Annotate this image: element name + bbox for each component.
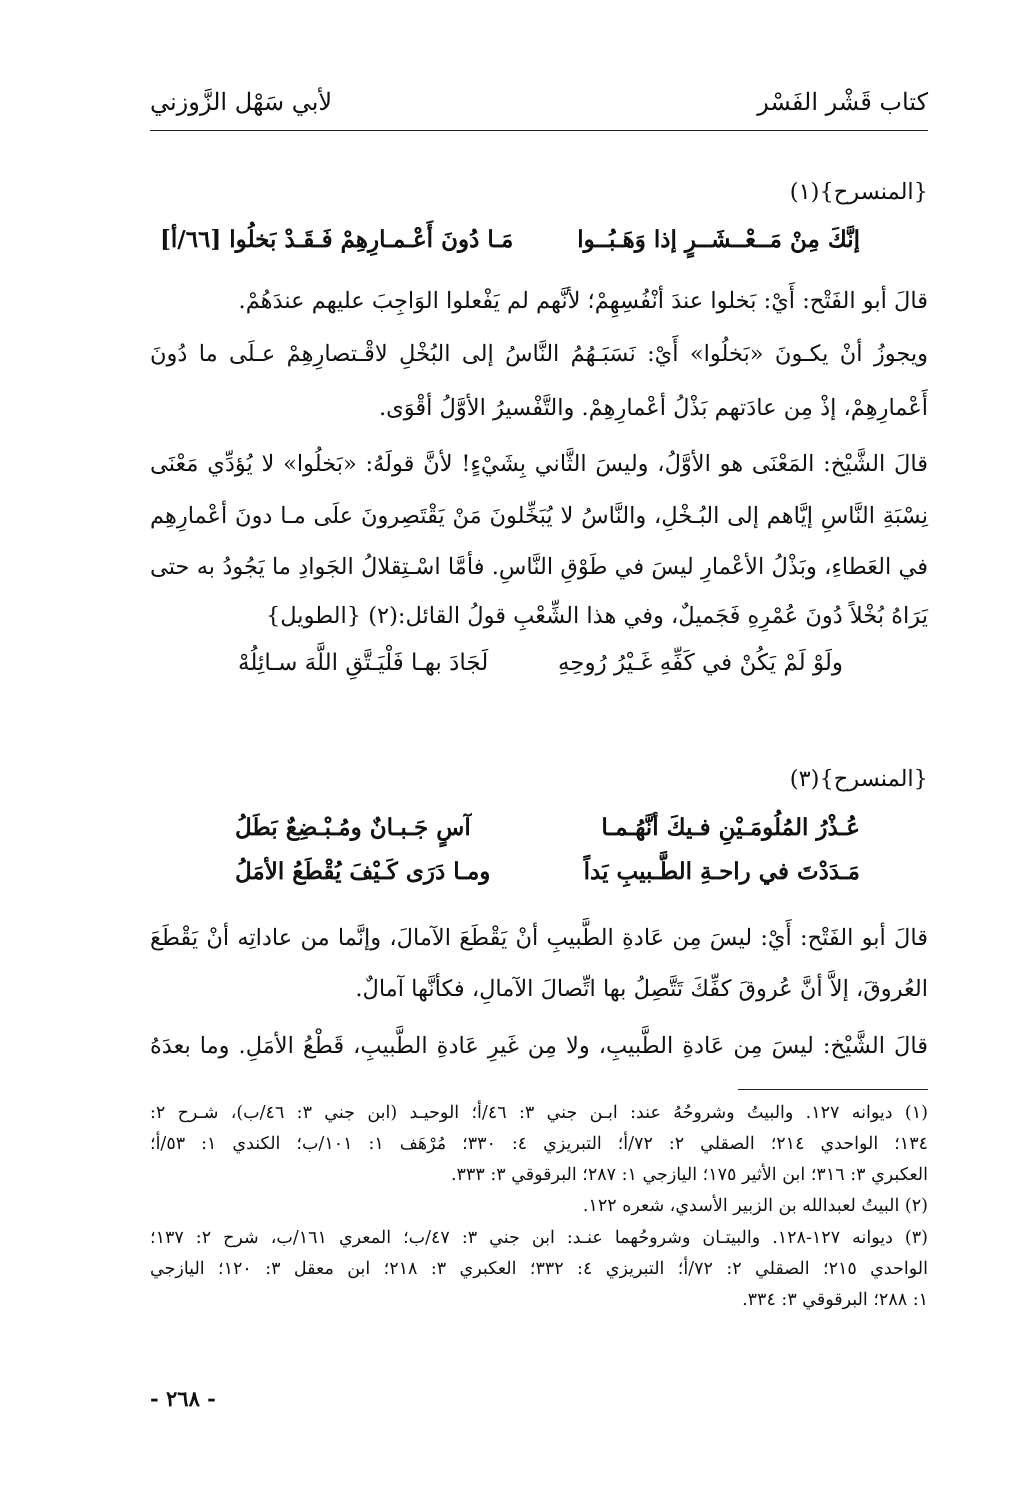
paragraph-line: قالَ أبو الفَتْح: أَيْ: بَخلوا عندَ أنْفُسِهِمْ؛ لأنَّهم لم يَفْعلوا الوَاجِبَ عليهم عندَهُمْ. (238, 288, 928, 314)
paragraph-line: يَرَاهُ بُخْلاً دُونَ عُمْرِهِ فَجَميلٌ، وفي هذا الشِّعْبِ قولُ القائل:(٢) {الطويل} (265, 603, 928, 629)
verse-hemistich-second: آسٍ جَـبـانٌ ومُـبْـضِعٌ بَطَلُ (235, 814, 471, 841)
verse-hemistich-first: عُـذْرُ المُلُومَـيْنِ فـيكَ أنَّهُـمـا (601, 814, 860, 841)
verse-hemistich-first: مَـدَدْتَ في راحـةِ الطَّـبيبِ يَداً (583, 858, 860, 885)
paragraph-line: قالَ الشَّيْخ: ليسَ مِن عَادةِ الطَّبيبِ، ولا مِن غَيرِ عَادةِ الطَّبيبِ، قَطْعُ الأمَلِ. وما بعدَهُ (150, 1033, 928, 1059)
quoted-verse (238, 650, 843, 684)
verse-hemistich-first: ولَوْ لَمْ يَكُنْ في كَفِّهِ غَـيْرُ رُوحِهِ (557, 650, 843, 676)
verse-line (235, 858, 860, 892)
paragraph-line: نِسْبَةِ النَّاسِ إيَّاهم إلى البُـخْلِ، والنَّاسُ لا يُبَخِّلونَ مَنْ يَقْتَصِرونَ علَى مـا دونَ أعْمارِهِم (150, 503, 928, 529)
verse-line (235, 814, 860, 848)
running-header (150, 82, 928, 128)
verse-hemistich-second: لَجَادَ بهـا فَلْيَـتَّقِ اللَّهَ سـائِلُهْ (238, 650, 489, 676)
paragraph-line: العُروقَ، إلاَّ أنَّ عُروقَ كفِّكَ تَتَّصِلُ بها اتِّصالَ الآمالِ، فكأنَّها آمالٌ. (355, 976, 928, 1002)
footnote-line: ١٣٤؛ الواحدي ٢١٤؛ الصقلي ٢: ٧٢/أ؛ التبريزي ٤: ٣٣٠؛ مُرْهَف ١: ١٠١/ب؛ الكندي ١: ٥٣/أ؛ (150, 1134, 928, 1154)
paragraph-line: قالَ الشَّيْخ: المَعْنَى هو الأوَّلُ، وليسَ الثَّاني بِشَيْءٍ! لأنَّ قولَهُ: «بَخلُوا» لا يُؤدِّي مَعْنَى (150, 451, 928, 477)
verse-line (160, 226, 860, 260)
verse-hemistich-second: ومـا دَرَى كَـيْفَ يُقْطَعُ الأمَلُ (235, 858, 491, 885)
footnote-line: العكبري ٣: ٣١٦؛ ابن الأثير ١٧٥؛ اليازجي ١: ٢٨٧؛ البرقوقي ٣: ٣٣٣. (450, 1165, 928, 1185)
verse-hemistich-second: مَـا دُونَ أَعْـمـارِهِمْ فَـقَـدْ بَخلُوا [٦٦/أ] (160, 226, 514, 253)
page-number: - ٢٦٨ - (150, 1386, 216, 1411)
header-author: لأبي سَهْل الزَّوزني (150, 88, 333, 116)
paragraph-line: أَعْمارِهِمْ، إذْ مِن عادَتهم بَذْلُ أعْمارِهِمْ. والتَّفْسيرُ الأوَّلُ أقْوَى. (378, 395, 928, 421)
footnote-line: (٣) ديوانه ١٢٧-١٢٨. والبيتـان وشروحُهما عنـد: ابن جني ٣: ٤٧/ب؛ المعري ١٦١/ب، شرح ٢: ١٣٧؛ (150, 1228, 928, 1248)
footnote-line: (١) ديوانه ١٢٧. والبيتُ وشروحُهُ عند: ابـن جني ٣: ٤٦/أ؛ الوحيـد (ابن جني ٣: ٤٦/ب)، شـرح ٢: (150, 1103, 928, 1123)
footnote-rule (738, 1089, 928, 1090)
paragraph-line: قالَ أبو الفَتْح: أَيْ: ليسَ مِن عَادةِ الطَّبيبِ أنْ يَقْطَعَ الآمالَ، وإنَّما من عاداتِه أنْ يَقْطَعَ (150, 925, 928, 951)
meter-label: {المنسرح}(٣) (789, 766, 928, 792)
header-rule (150, 130, 928, 131)
footnote-line: الواحدي ٢١٥؛ الصقلي ٢: ٧٢/أ؛ التبريزي ٤: ٣٣٢؛ العكبري ٣: ٢١٨؛ ابن معقل ٣: ١٢٠؛ اليازجي (150, 1259, 928, 1279)
header-book-title: كتاب قَشْر الفَسْر (757, 88, 928, 116)
footnote-line: (٢) البيتُ لعبدالله بن الزبير الأسدي، شعره ١٢٢. (582, 1196, 928, 1216)
footnote-line: ١: ٢٨٨؛ البرقوقي ٣: ٣٣٤. (742, 1290, 928, 1310)
paragraph-line: في العَطاءِ، وبَذْلُ الأعْمارِ ليسَ في طَوْقِ النَّاسِ. فأمَّا اسْـتِقلالُ الجَوادِ ما يَجُودُ به حتى (150, 554, 928, 580)
meter-label: {المنسرح}(١) (789, 179, 928, 205)
verse-hemistich-first: إنَّكَ مِنْ مَــعْــشَــرٍ إذا وَهَـبُــوا (577, 226, 860, 253)
paragraph-line: ويجوزُ أنْ يكـونَ «بَخلُوا» أَيْ: نَسَبَـهُمُ النَّاسُ إلى البُخْلِ لاقْـتصارِهِمْ عـلَى ما دُونَ (150, 341, 928, 367)
